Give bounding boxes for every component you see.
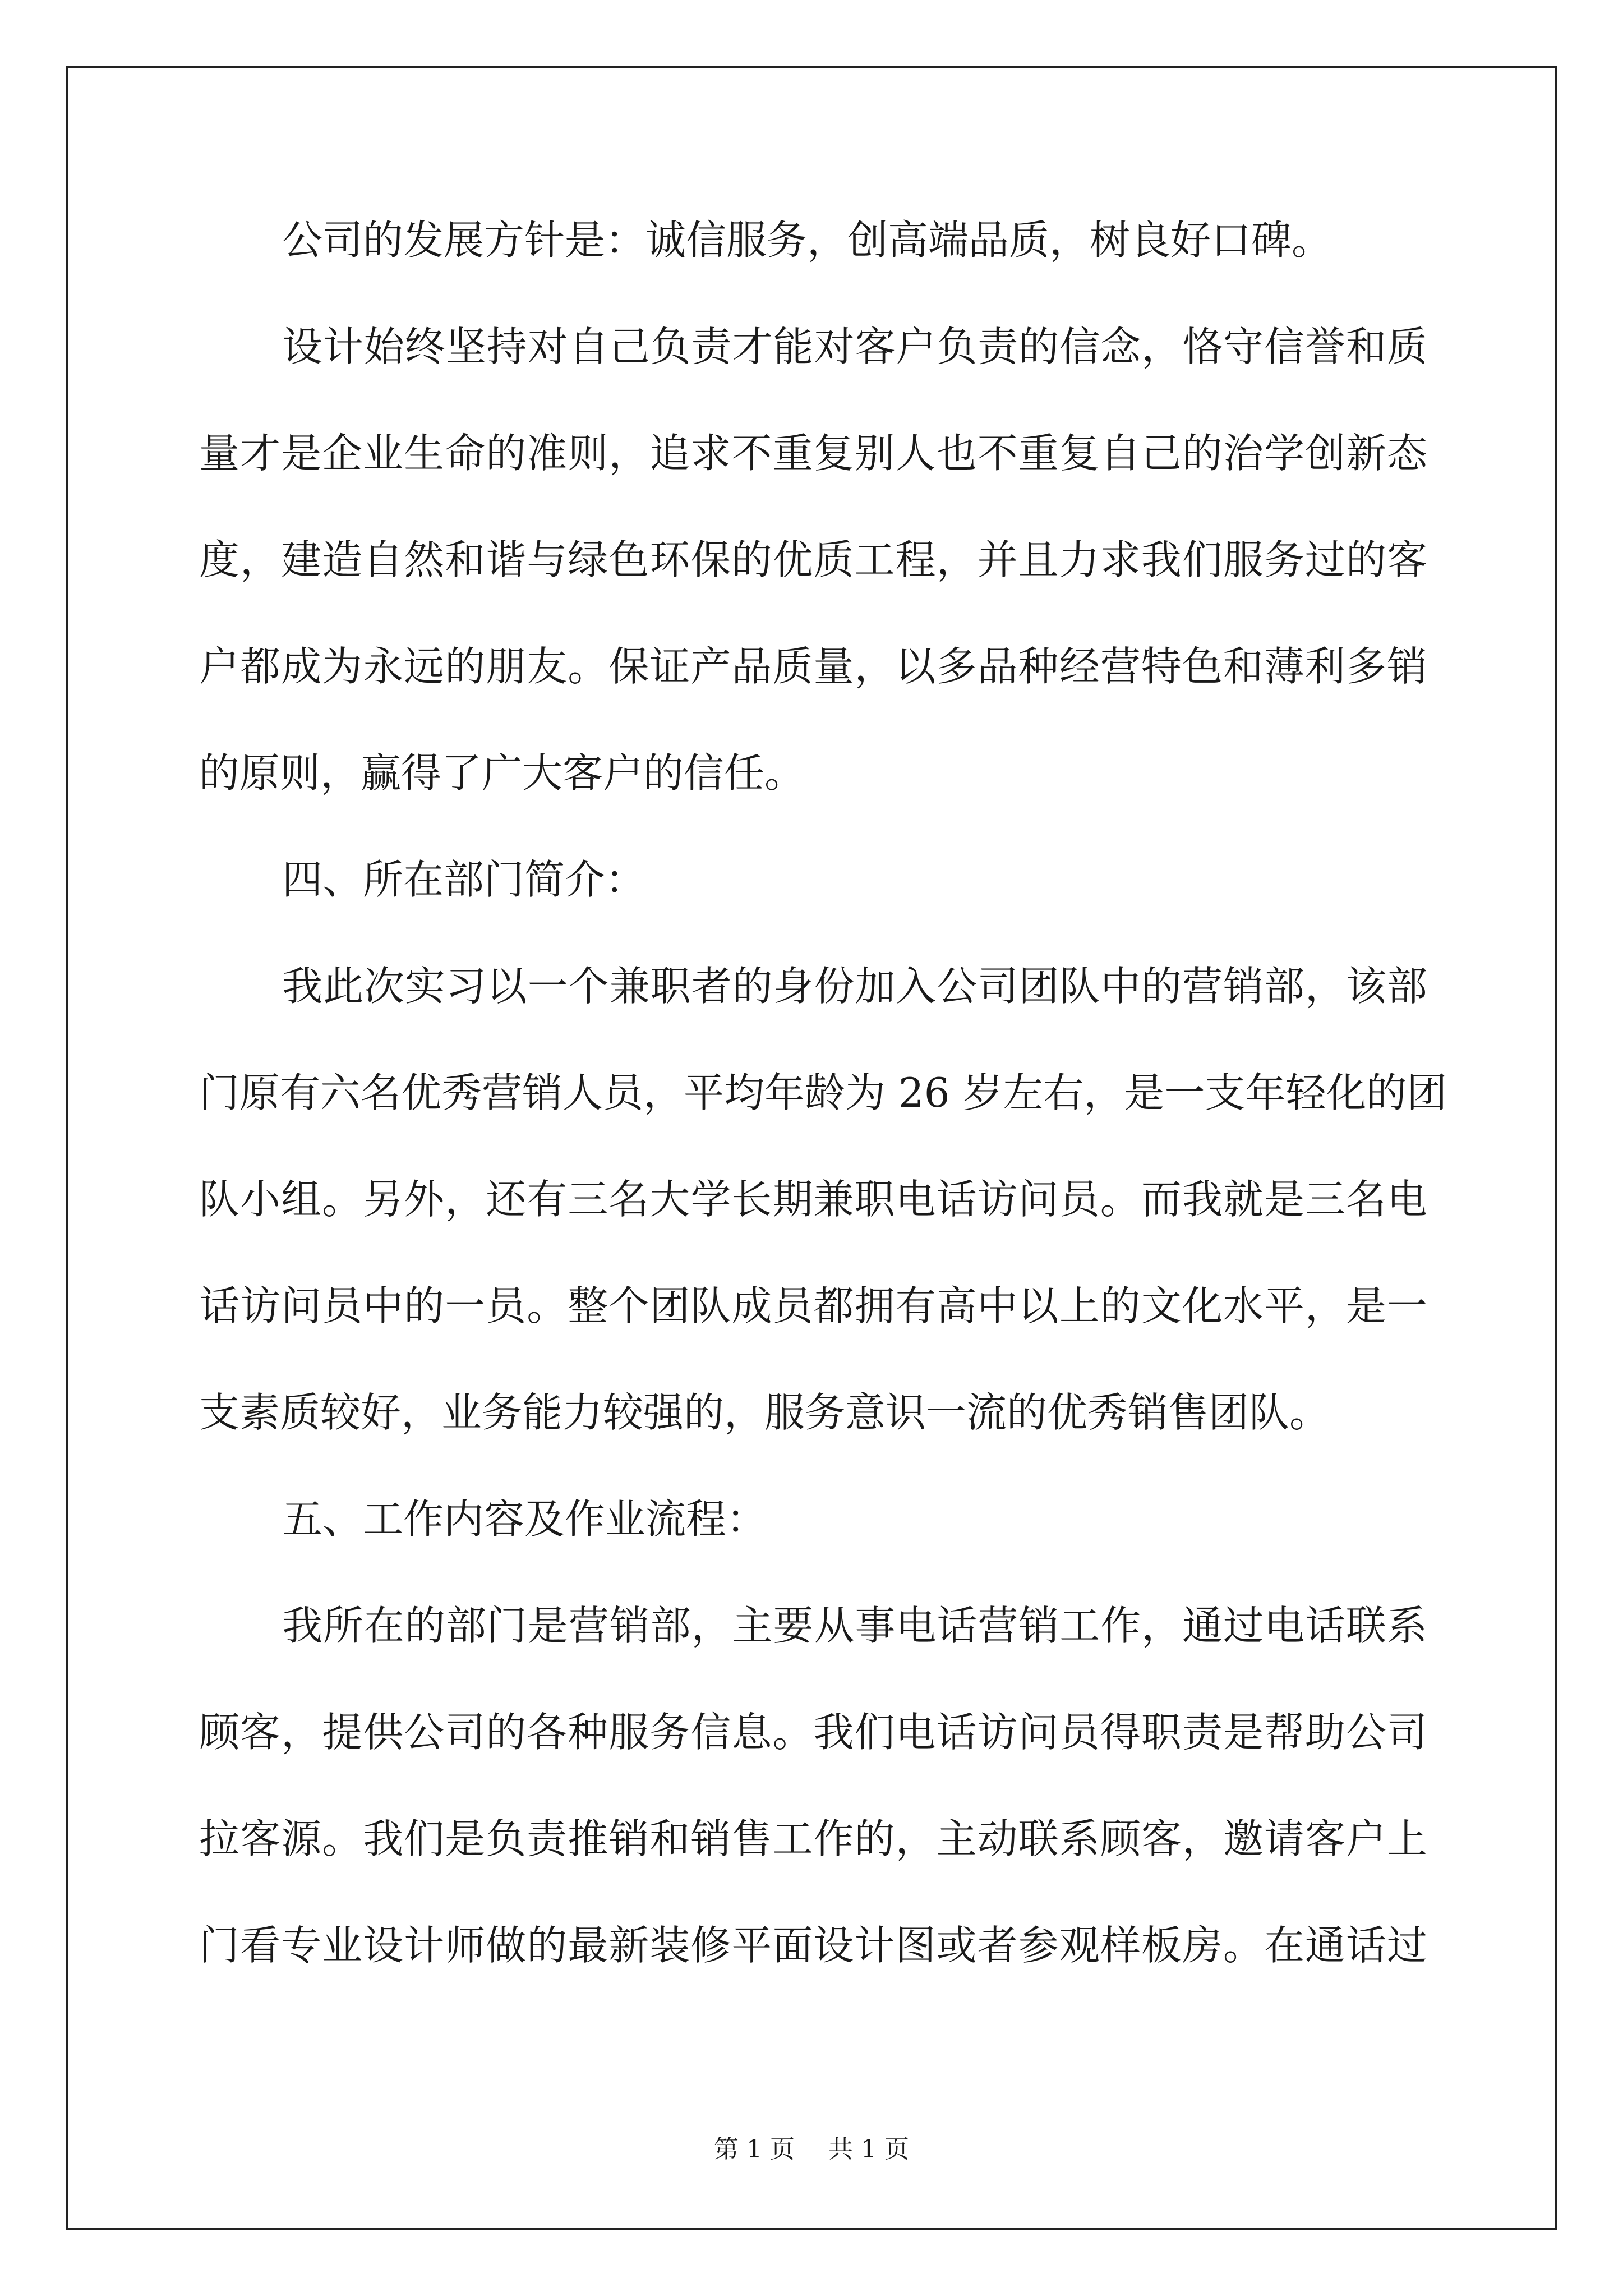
paragraph-line: 话访问员中的一员。整个团队成员都拥有高中以上的文化水平，是一 [199,1282,1427,1329]
paragraph-line: 公司的发展方针是：诚信服务，创高端品质，树良好口碑。 [282,217,1332,264]
paragraph-line: 顾客，提供公司的各种服务信息。我们电话访问员得职责是帮助公司 [199,1709,1427,1756]
page-border [66,66,1557,2230]
paragraph-line: 设计始终坚持对自己负责才能对客户负责的信念，恪守信誉和质 [282,323,1427,370]
page-number-total: 共 1 页 [828,2135,909,2164]
paragraph-line: 户都成为永远的朋友。保证产品质量，以多品种经营特色和薄利多销 [199,643,1427,690]
paragraph-line: 我此次实习以一个兼职者的身份加入公司团队中的营销部，该部 [282,963,1427,1010]
section-heading: 五、工作内容及作业流程： [282,1496,767,1543]
page-number-current: 第 1 页 [714,2135,795,2164]
paragraph-line: 量才是企业生命的准则，追求不重复别人也不重复自己的治学创新态 [199,430,1427,477]
page-footer [0,2129,1623,2165]
paragraph-line: 我所在的部门是营销部，主要从事电话营销工作，通过电话联系 [282,1602,1427,1649]
paragraph-line: 队小组。另外，还有三名大学长期兼职电话访问员。而我就是三名电 [199,1176,1427,1223]
paragraph-line: 的原则，赢得了广大客户的信任。 [199,749,805,797]
paragraph-line: 门看专业设计师做的最新装修平面设计图或者参观样板房。在通话过 [199,1922,1427,1969]
section-heading: 四、所在部门简介： [282,856,646,903]
paragraph-line: 拉客源。我们是负责推销和销售工作的，主动联系顾客，邀请客户上 [199,1815,1427,1862]
paragraph-line: 门原有六名优秀营销人员，平均年龄为 26 岁左右，是一支年轻化的团 [199,1069,1447,1116]
paragraph-line: 支素质较好，业务能力较强的，服务意识一流的优秀销售团队。 [199,1389,1330,1436]
paragraph-line: 度，建造自然和谐与绿色环保的优质工程，并且力求我们服务过的客 [199,536,1427,583]
